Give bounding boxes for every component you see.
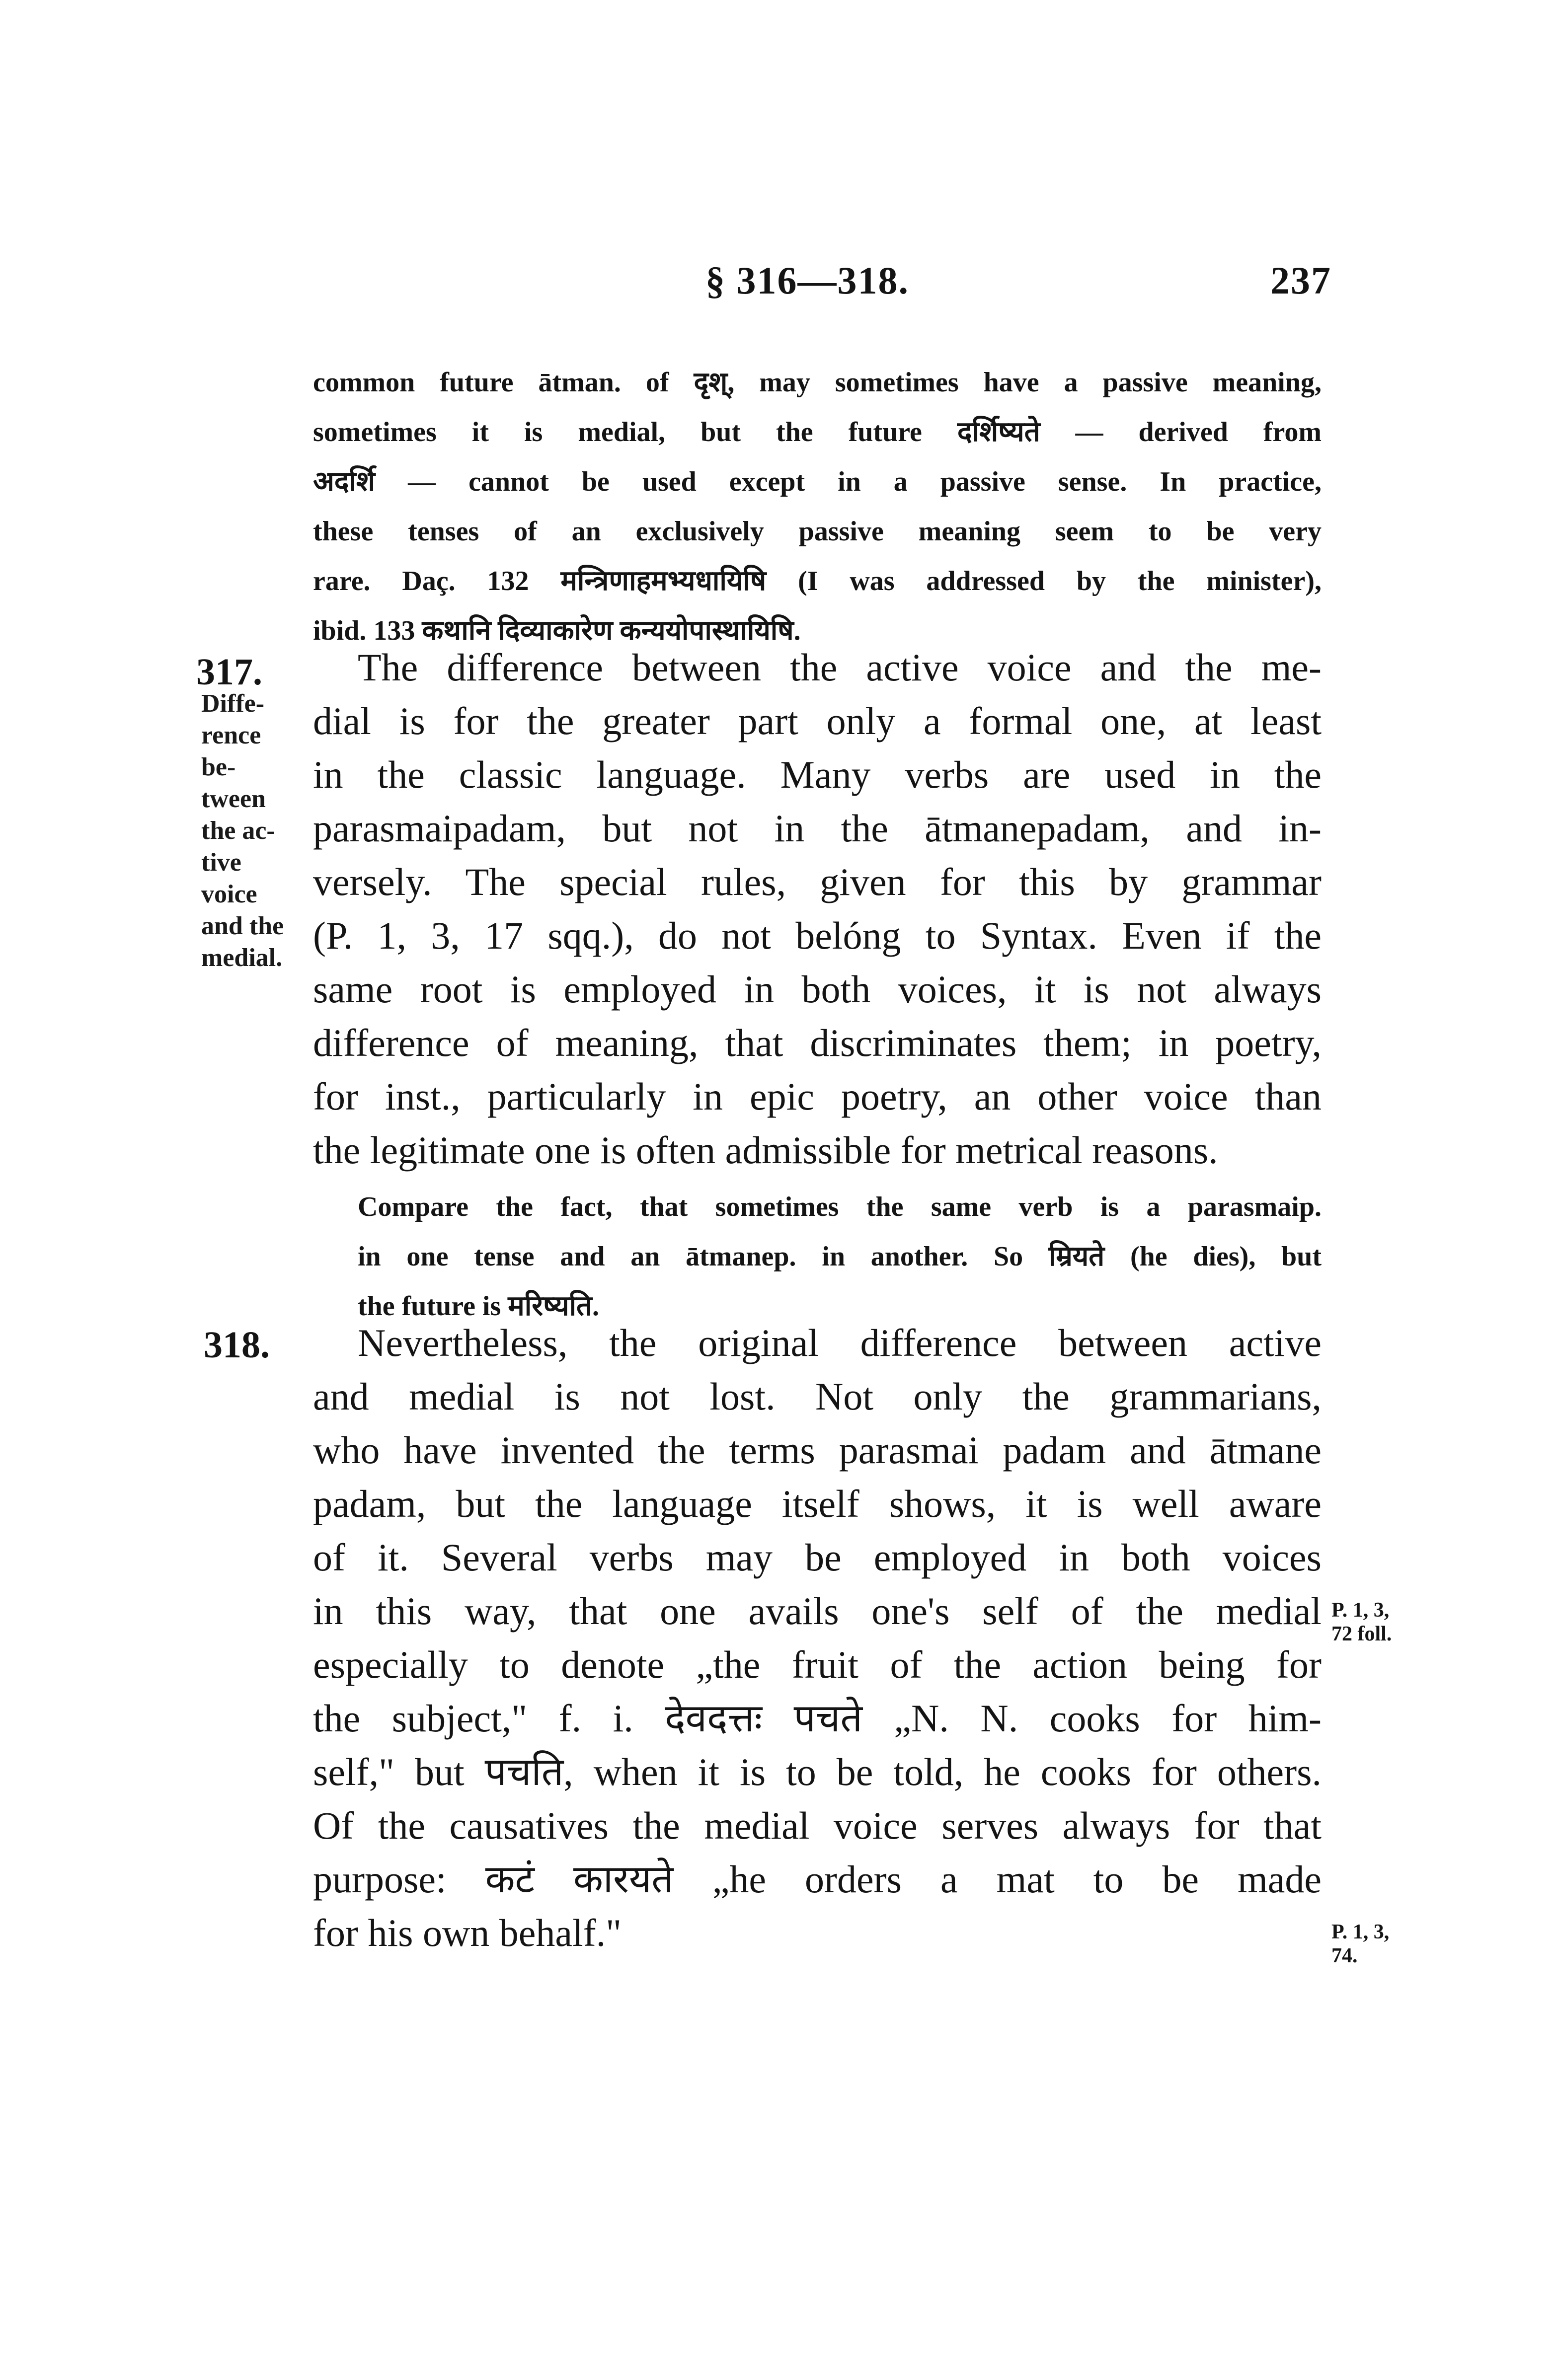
margin-word: and the	[201, 912, 284, 940]
compare-note	[358, 1182, 1322, 1331]
note-line: rare. Daç. 132 मन्त्रिणाहमभ्यधायिषि (I was addressed by the minister),	[313, 566, 1322, 596]
text-line: padam, but the language itself shows, it is well aware	[313, 1482, 1322, 1525]
margin-word: tween	[201, 785, 266, 813]
margin-word: be-	[201, 753, 236, 781]
text-line: and medial is not lost. Not only the grammarians,	[313, 1375, 1322, 1418]
margin-word: medial.	[201, 944, 283, 972]
margin-word: voice	[201, 880, 257, 908]
note-line: Compare the fact, that sometimes the same verb is a parasmaip.	[358, 1191, 1322, 1222]
text-line: same root is employed in both voices, it is not always	[313, 967, 1322, 1011]
text-line: in this way, that one avails one's self of the medial	[313, 1589, 1322, 1633]
margin-reference	[1331, 1920, 1389, 1968]
text-line: The difference between the active voice and the me-	[358, 646, 1322, 689]
margin-word: the ac-	[201, 817, 275, 845]
note-line: in one tense and an ātmanep. in another. So म्रियते (he dies), but	[358, 1241, 1322, 1272]
reference-text: P. 1, 3,	[1331, 1599, 1390, 1622]
note-line: the future is मरिष्यति.	[358, 1291, 599, 1322]
section-number-317: 317.	[196, 651, 262, 693]
text-line: dial is for the greater part only a formal one, at least	[313, 699, 1322, 743]
text-line: for inst., particularly in epic poetry, an other voice than	[313, 1075, 1322, 1118]
note-line: common future ātman. of दृश्, may sometimes have a passive meaning,	[313, 367, 1322, 398]
text-line: difference of meaning, that discriminates them; in poetry,	[313, 1021, 1322, 1064]
note-line: sometimes it is medial, but the future दर्शिष्यते — derived from	[313, 417, 1322, 447]
text-line: purpose: कटं कारयते „he orders a mat to be made	[313, 1858, 1322, 1901]
margin-word: rence	[201, 721, 261, 749]
footnote-continuation	[313, 358, 1322, 656]
margin-heading-317	[201, 688, 301, 974]
text-line: the subject," f. i. देवदत्तः पचते „N. N. cooks for him-	[313, 1697, 1322, 1740]
reference-text: P. 1, 3,	[1331, 1921, 1390, 1943]
text-line: who have invented the terms parasmai padam and ātmane	[313, 1428, 1322, 1472]
text-line: Of the causatives the medial voice serves always for that	[313, 1804, 1322, 1847]
text-line: in the classic language. Many verbs are used in the	[313, 753, 1322, 796]
text-line: parasmaipadam, but not in the ātmanepadam, and in-	[313, 807, 1322, 850]
text-line: versely. The special rules, given for this by grammar	[313, 860, 1322, 903]
text-line: Nevertheless, the original difference between active	[358, 1321, 1322, 1364]
margin-word: Diffe-	[201, 689, 265, 718]
text-line: for his own behalf."	[313, 1911, 622, 1954]
note-line: these tenses of an exclusively passive meaning seem to be very	[313, 516, 1322, 547]
text-line: self," but पचति, when it is to be told, he cooks for others.	[313, 1750, 1322, 1793]
reference-text: 74.	[1331, 1944, 1358, 1967]
section-number-318: 318.	[204, 1324, 270, 1366]
text-line: especially to denote „the fruit of the action being for	[313, 1643, 1322, 1686]
margin-reference	[1331, 1598, 1392, 1646]
note-line: अदर्शि — cannot be used except in a passive sense. In practice,	[313, 466, 1322, 497]
margin-word: tive	[201, 848, 241, 877]
text-line: the legitimate one is often admissible for metrical reasons.	[313, 1128, 1218, 1172]
text-line: (P. 1, 3, 17 sqq.), do not belóng to Syntax. Even if the	[313, 914, 1322, 957]
page-number: 237	[1270, 259, 1331, 302]
reference-text: 72 foll.	[1331, 1623, 1392, 1645]
paragraph-317	[313, 641, 1322, 1177]
section-range: § 316—318.	[705, 259, 909, 302]
note-line: ibid. 133 कथानि दिव्याकारेण कन्ययोपास्थायिषि.	[313, 615, 801, 646]
text-line: of it. Several verbs may be employed in both voices	[313, 1536, 1322, 1579]
paragraph-318	[313, 1316, 1322, 1960]
